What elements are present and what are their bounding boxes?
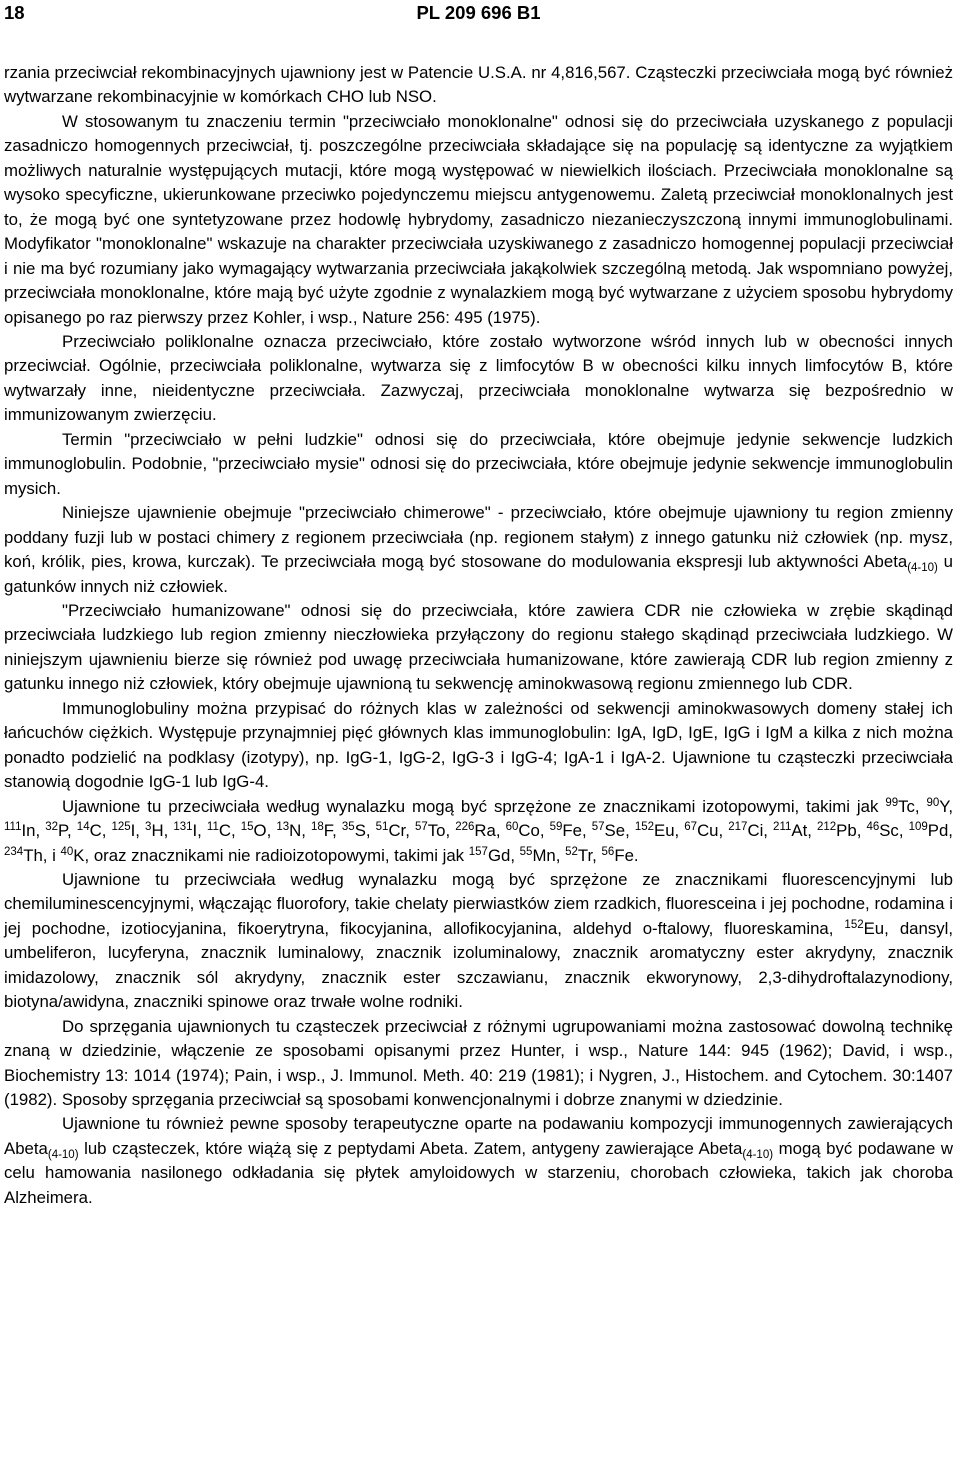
superscript: 217 [728,821,748,834]
text-run: Se, [604,821,635,841]
superscript: 15 [240,821,254,834]
superscript: 57 [414,821,428,834]
text-run: Do sprzęgania ujawnionych tu cząsteczek przeciwciał z różnymi ugrupowaniami można zastosować dowolną technikę znaną w dziedzinie, włączenie ze sposobami opisanymi przez Hunter, i wsp., Nature 144: 945 (1962); David, i wsp., Biochemistry 13: 1014 (1974); Pain, i wsp., J. Immunol. Meth. 40: 219 (1981); i Nygren, J., Histochem. and Cytochem. 30:1407 (1982). Sposoby sprzęgania przeciwciał są sposobami konwencjonalnymi i dobrze znanymi w dziedzinie. [4,1016,953,1110]
text-run: lub cząsteczek, które wiążą się z peptydami Abeta. Zatem, antygeny zawierające Abeta [78,1138,743,1158]
superscript: 59 [549,821,563,834]
text-run: W stosowanym tu znaczeniu termin "przeciwciało monoklonalne" odnosi się do przeciwciała uzyskanego z populacji zasadniczo homogennych przeciwciał, tj. poszczególne przeciwciała składające się na populację są identyczne za wyjątkiem możliwych naturalnie występujących mutacji, które mogą występować w niewielkich ilościach. Przeciwciała monoklonalne są wysoko specyficzne, ukierunkowane przeciwko pojedynczemu miejscu antygenowemu. Zaletą przeciwciał monoklonalnych jest to, że mogą być one syntetyzowane przez hodowlę hybrydomy, zasadniczo niezanieczyszczoną innymi immunoglobulinami. Modyfikator "monoklonalne" wskazuje na charakter przeciwciała uzyskiwanego z zasadniczo homogennej populacji przeciwciał i nie ma być rozumiany jako wymagający wytwarzania przeciwciała jakąkolwiek szczególną metodą. Jak wspomniano powyżej, przeciwciała monoklonalne, które mają być użyte zgodnie z wynalazkiem mogą być wytwarzane z użyciem sposobu hybrydomy opisanego po raz pierwszy przez Kohler, i wsp., Nature 256: 495 (1975). [4,111,953,327]
text-run: H, [151,821,174,841]
document-body [4,61,953,1210]
text-run: Gd, [487,845,520,865]
text-run: Fe. [614,845,639,865]
superscript: 60 [505,821,519,834]
text-run: mogą być podawane w celu hamowania nasilonego odkładania się płytek amyloidowych w starzeniu, chorobach człowieka, takich jak choroba Alzheimera. [4,1138,953,1207]
superscript: 32 [45,821,59,834]
text-run: Ujawnione tu również pewne sposoby terapeutyczne oparte na podawaniu kompozycji immunogennych zawierających Abeta [4,1114,953,1158]
paragraph [4,599,953,697]
superscript: 55 [519,845,533,858]
paragraph [4,868,953,1015]
paragraph [4,697,953,795]
paragraph [4,330,953,428]
superscript: 226 [455,821,475,834]
superscript: 52 [565,845,578,858]
text-run: Ujawnione tu przeciwciała według wynalazku mogą być sprzężone ze znacznikami izotopowymi, takimi jak [62,796,886,816]
superscript: 67 [684,821,698,834]
superscript: 212 [816,821,837,834]
text-run: Cr, [388,821,415,841]
superscript: 35 [341,821,355,834]
text-run: Tc, [898,796,927,816]
paragraph [4,1112,953,1210]
text-run: Termin "przeciwciało w pełni ludzkie" odnosi się do przeciwciała, które obejmuje jedynie sekwencje ludzkich immunoglobulin. Podobnie, "przeciwciało mysie" odnosi się do przeciwciała, które obejmuje jedynie sekwencje immunoglobulin mysich. [4,429,953,498]
patent-number: PL 209 696 B1 [416,2,541,23]
text-run: Ra, [474,821,506,841]
text-run: I, [130,821,146,841]
text-run: Co, [518,821,550,841]
superscript: 3 [145,821,152,834]
superscript: 51 [375,821,389,834]
superscript: 157 [468,845,488,858]
text-run: Fe, [562,821,592,841]
superscript: 152 [634,821,654,834]
paragraph [4,428,953,501]
superscript: 152 [844,918,864,931]
text-run: O, [253,821,277,841]
text-run: K, oraz znacznikami nie radioizotopowymi, takimi jak [73,845,469,865]
text-run: Mn, [532,845,566,865]
superscript: 14 [76,821,90,834]
superscript: 18 [310,821,324,834]
superscript: 56 [601,845,615,858]
superscript: 125 [111,821,131,834]
text-run: Th, i [23,845,61,865]
text-run: Eu, dansyl, umbeliferon, lucyferyna, znacznik luminalowy, znacznik izoluminalowy, znacznik aromatyczny ester akrydyny, znacznik imidazolowy, znacznik sól akrydyny, znacznik ester szczawianu, znacznik ekworynowy, 2,3-dihydroftalazynodiony, biotyna/awidyna, znaczniki spinowe oraz trwałe wolne rodniki. [4,918,953,1012]
text-run: At, [791,821,817,841]
paragraph [4,1015,953,1113]
superscript: 13 [276,821,290,834]
page-number: 18 [4,2,25,23]
text-run: Eu, [654,821,685,841]
text-run: Cu, [697,821,729,841]
superscript: 46 [866,821,880,834]
paragraph [4,795,953,868]
superscript: 131 [173,821,193,834]
text-run: Pd, [927,821,953,841]
text-run: Ci, [747,821,774,841]
superscript: 211 [773,821,792,834]
text-run: To, [427,821,456,841]
text-run: F, [323,821,342,841]
superscript: 57 [591,821,605,834]
text-run: N, [289,821,311,841]
text-run: Pb, [836,821,867,841]
subscript: (4-10) [47,1148,79,1161]
superscript: 234 [4,845,24,858]
paragraph [4,501,953,599]
text-run: Y, [939,796,953,816]
superscript: 111 [4,821,22,834]
text-run: rzania przeciwciał rekombinacyjnych ujawniony jest w Patencie U.S.A. nr 4,816,567. Cząsteczki przeciwciała mogą być również wytwarzane rekombinacyjnie w komórkach CHO lub NSO. [4,63,953,107]
paragraph [4,61,953,110]
text-run: Immunoglobuliny można przypisać do różnych klas w zależności od sekwencji aminokwasowych domeny stałej ich łańcuchów ciężkich. Występuje przynajmniej pięć głównych klas immunoglobulin: IgA, IgD, IgE, IgG i IgM a kilka z nich można ponadto podzielić na podklasy (izotypy), np. IgG-1, IgG-2, IgG-3 i IgG-4; IgA-1 i IgA-2. Ujawnione tu cząsteczki przeciwciała stanowią dogodnie IgG-1 lub IgG-4. [4,698,953,792]
text-run: Ujawnione tu przeciwciała według wynalazku mogą być sprzężone ze znacznikami fluorescencyjnymi lub chemiluminescencyjnymi, włączając fluorofory, takie chelaty pierwiastków ziem rzadkich, fluoresceina i jej pochodne, rodamina i jej pochodne, izotiocyjanina, fikoerytryna, fikocyjanina, allofikocyjanina, aldehyd o-ftalowy, fluoreskamina, [4,869,953,938]
superscript: 109 [908,821,928,834]
text-run: Przeciwciało poliklonalne oznacza przeciwciało, które zostało wytworzone wśród innych lub w obecności innych przeciwciał. Ogólnie, przeciwciała poliklonalne, wytwarza się z limfocytów B w obecności kilku innych limfocytów B, które wytwarzały inne, nieidentyczne przeciwciała. Zazwyczaj, przeciwciała monoklonalne wytwarza się bezpośrednio w immunizowanym zwierzęciu. [4,331,953,425]
text-run: Tr, [577,845,602,865]
superscript: 90 [926,796,940,809]
text-run: Niniejsze ujawnienie obejmuje "przeciwciało chimerowe" - przeciwciało, które obejmuje ujawniony tu region zmienny poddany fuzji lub w postaci chimery z regionem przeciwciała (np. regionem stałym) z innego gatunku niż człowiek (np. mysz, koń, królik, pies, krowa, kurczak). Te przeciwciała mogą być stosowane do modulowania ekspresji lub aktywności Abeta [4,503,953,572]
text-run: u gatunków innych niż człowiek. [4,552,953,596]
text-run: S, [354,821,376,841]
text-run: "Przeciwciało humanizowane" odnosi się do przeciwciała, które zawiera CDR nie człowieka w zrębie skądinąd przeciwciała ludzkiego lub region zmienny nieczłowieka przyłączony do regionu stałego skądinąd przeciwciała ludzkiego. W niniejszym ujawnieniu bierze się również pod uwagę przeciwciała humanizowane, które zawierają CDR lub region zmienny z gatunku innego niż człowiek, który obejmuje ujawnioną tu sekwencję aminokwasową regionu zmiennego lub CDR. [4,600,953,694]
superscript: 40 [60,845,74,858]
subscript: (4-10) [742,1148,774,1161]
text-run: P, [58,821,77,841]
text-run: C, [89,821,112,841]
text-run: I, [192,821,207,841]
text-run: C, [218,821,241,841]
page-header [4,0,953,30]
paragraph [4,110,953,330]
superscript: 11 [206,821,219,834]
subscript: (4-10) [907,562,938,575]
text-run: In, [21,821,46,841]
text-run: Sc, [879,821,909,841]
superscript: 99 [885,796,899,809]
